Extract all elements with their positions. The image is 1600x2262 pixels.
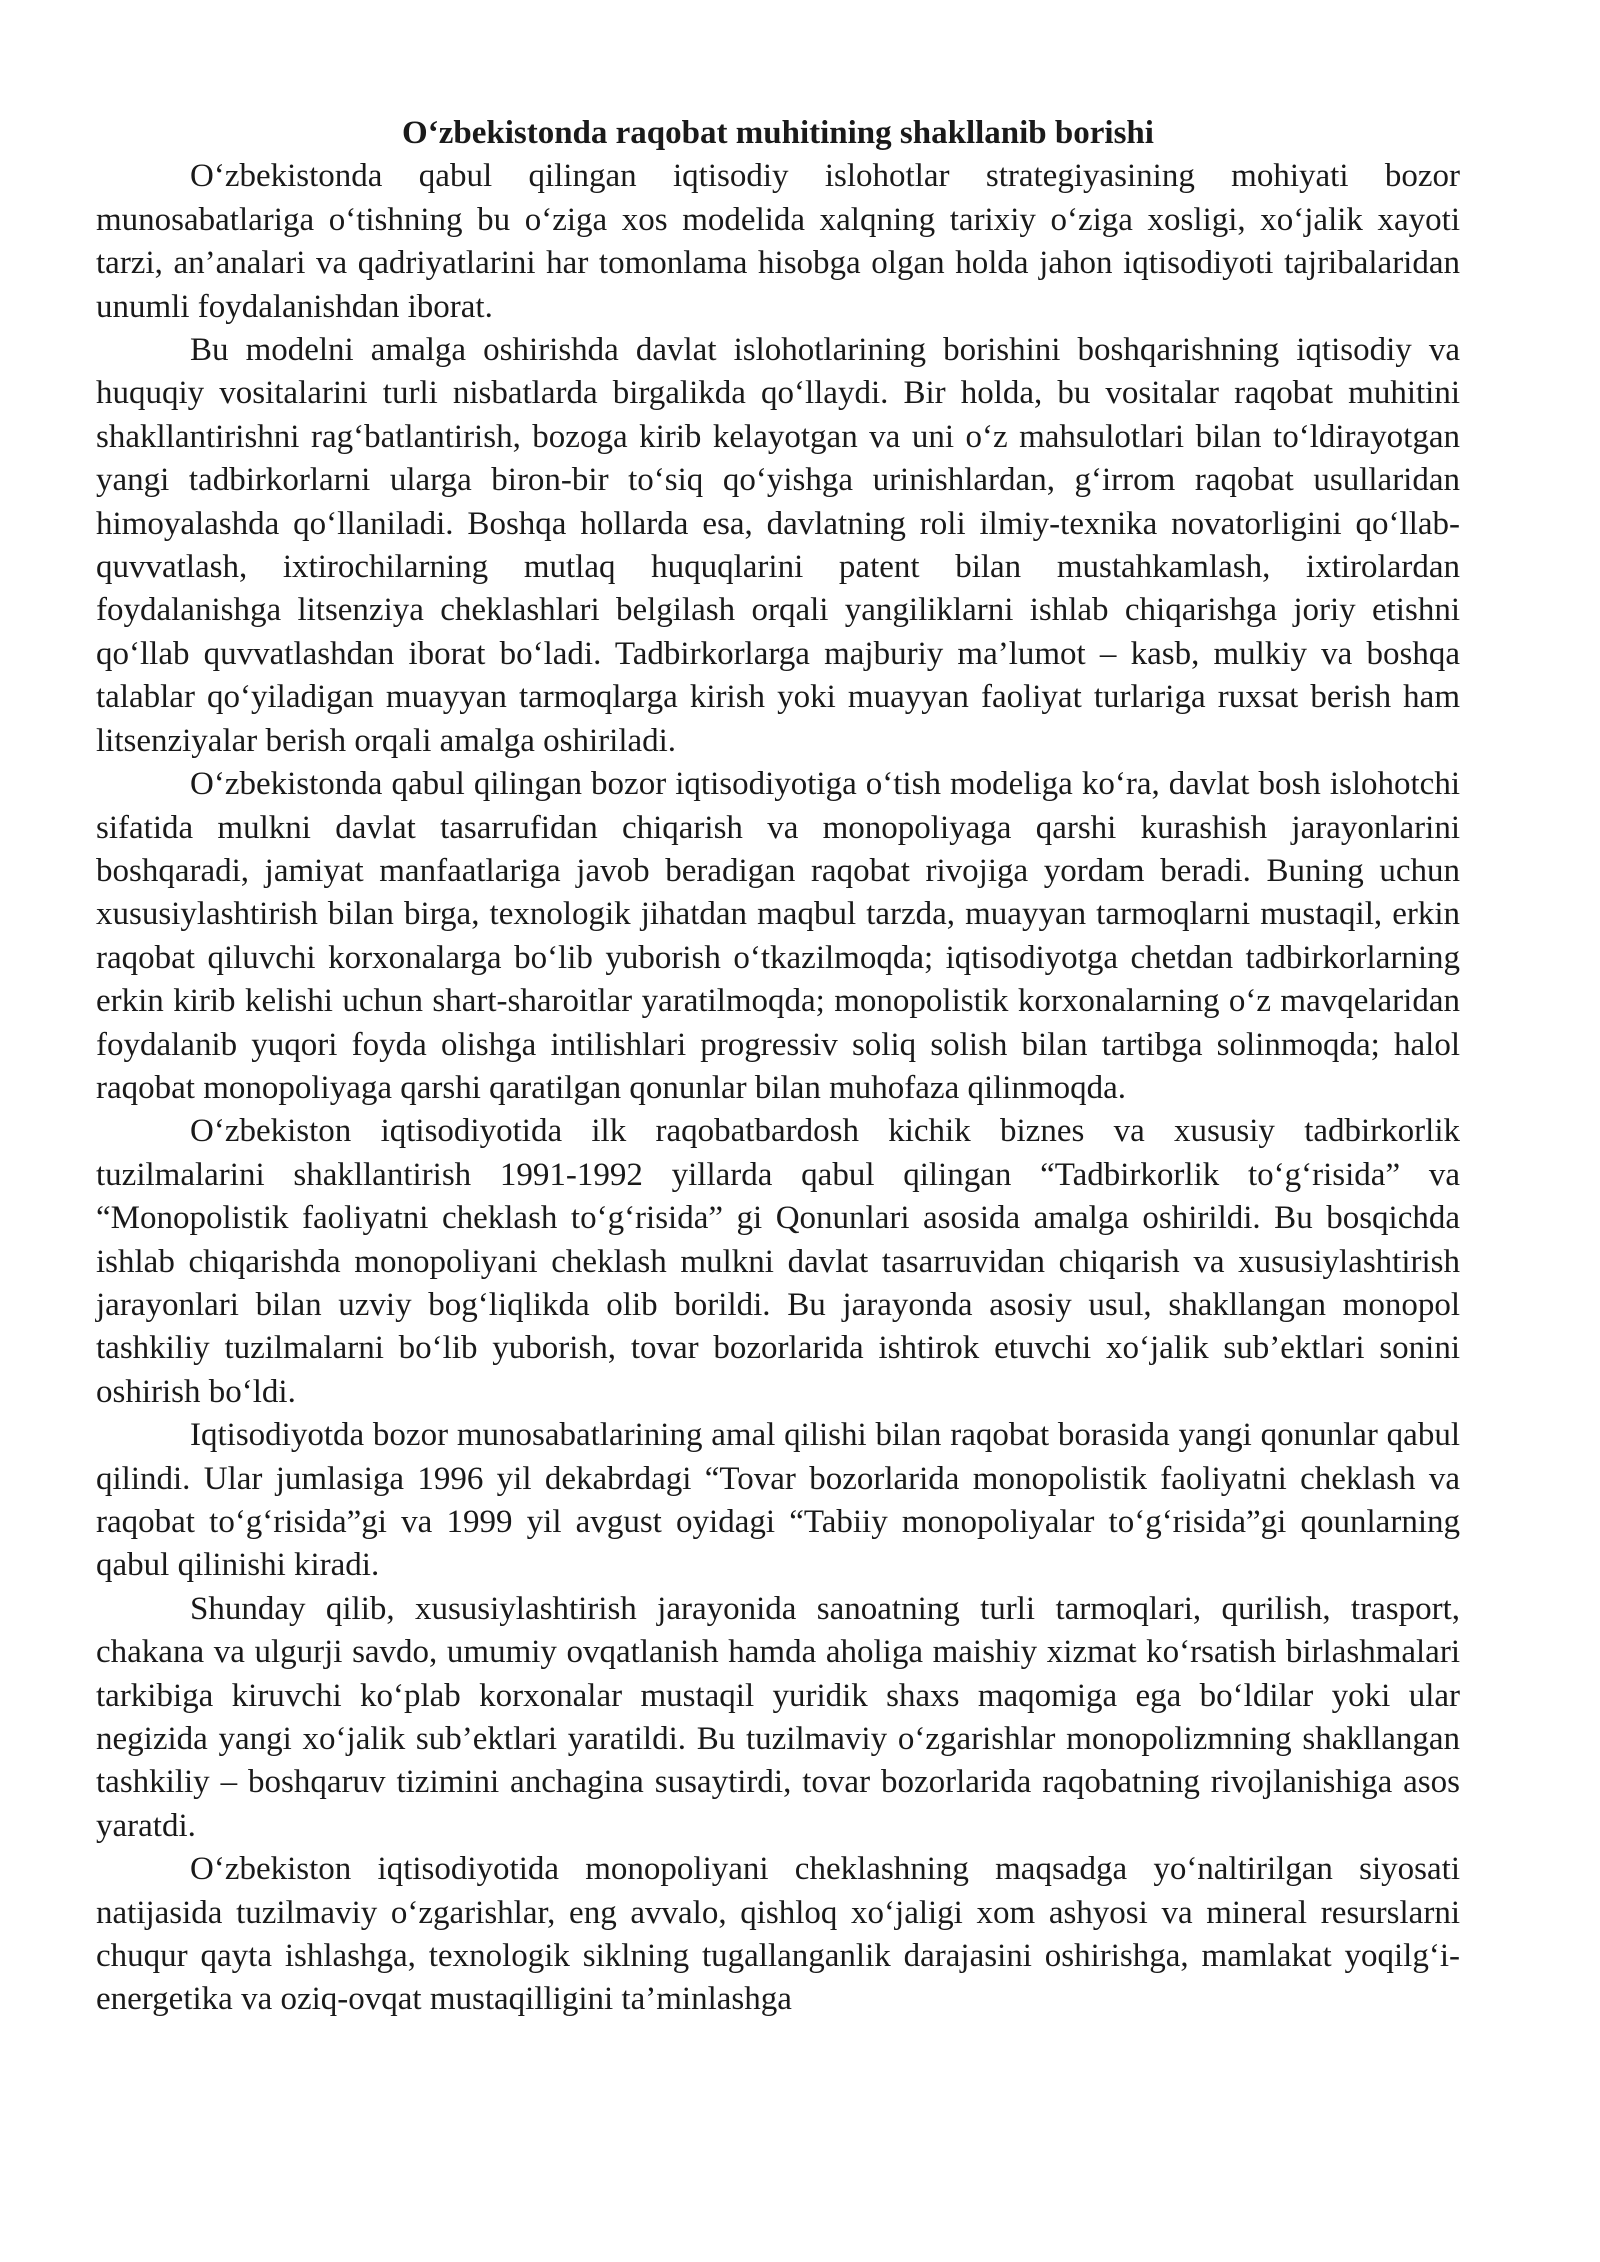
document-title: O‘zbekistonda raqobat muhitining shakllanib borishi <box>402 115 1154 151</box>
paragraph-2: Bu modelni amalga oshirishda davlat islohotlarining borishini boshqarishning iqtisodiy va huquqiy vositalarini turli nisbatlarda birgalikda qo‘llaydi. Bir holda, bu vositalar raqobat muhitini shakllantirishni rag‘batlantirish, bozoga kirib kelayotgan va uni o‘z mahsulotlari bilan to‘ldirayotgan yangi tadbirkorlarni ularga biron-bir to‘siq qo‘yishga urinishlardan, g‘irrom raqobat usullaridan himoyalashda qo‘llaniladi. Boshqa hollarda esa, davlatning roli ilmiy-texnika novatorligini qo‘llab-quvvatlash, ixtirochilarning mutlaq huquqlarini patent bilan mustahkamlash, ixtirolardan foydalanishga litsenziya cheklashlari belgilash orqali yangiliklarni ishlab chiqarishga joriy etishni qo‘llab quvvatlashdan iborat bo‘ladi. Tadbirkorlarga majburiy ma’lumot – kasb, mulkiy va boshqa talablar qo‘yiladigan muayyan tarmoqlarga kirish yoki muayyan faoliyat turlariga ruxsat berish ham litsenziyalar berish orqali amalga oshiriladi. <box>96 332 1460 759</box>
document-body <box>96 112 1460 2022</box>
paragraph-6: Shunday qilib, xususiylashtirish jarayonida sanoatning turli tarmoqlari, qurilish, trasport, chakana va ulgurji savdo, umumiy ovqatlanish hamda aholiga maishiy xizmat ko‘rsatish birlashmalari tarkibiga kiruvchi ko‘plab korxonalar mustaqil yuridik shaxs maqomiga ega bo‘ldilar yoki ular negizida yangi xo‘jalik sub’ektlari yaratildi. Bu tuzilmaviy o‘zgarishlar monopolizmning shakllangan tashkiliy – boshqaruv tizimini anchagina susaytirdi, tovar bozorlarida raqobatning rivojlanishiga asos yaratdi. <box>96 1590 1460 1844</box>
paragraph-5: Iqtisodiyotda bozor munosabatlarining amal qilishi bilan raqobat borasida yangi qonunlar qabul qilindi. Ular jumlasiga 1996 yil dekabrdagi “Tovar bozorlarida monopolistik faoliyatni cheklash va raqobat to‘g‘risida”gi va 1999 yil avgust oyidagi “Tabiiy monopoliyalar to‘g‘risida”gi qounlarning qabul qilinishi kiradi. <box>96 1417 1460 1584</box>
paragraph-7: O‘zbekiston iqtisodiyotida monopoliyani cheklashning maqsadga yo‘naltirilgan siyosati natijasida tuzilmaviy o‘zgarishlar, eng avvalo, qishloq xo‘jaligi xom ashyosi va mineral resurslarni chuqur qayta ishlashga, texnologik siklning tugallanganlik darajasini oshirishga, mamlakat yoqilg‘i-energetika va oziq-ovqat mustaqilligini ta’minlashga <box>96 1851 1460 2018</box>
paragraph-4: O‘zbekiston iqtisodiyotida ilk raqobatbardosh kichik biznes va xususiy tadbirkorlik tuzilmalarini shakllantirish 1991-1992 yillarda qabul qilingan “Tadbirkorlik to‘g‘risida” va “Monopolistik faoliyatni cheklash to‘g‘risida” gi Qonunlari asosida amalga oshirildi. Bu bosqichda ishlab chiqarishda monopoliyani cheklash mulkni davlat tasarruvidan chiqarish va xususiylashtirish jarayonlari bilan uzviy bog‘liqlikda olib borildi. Bu jarayonda asosiy usul, shakllangan monopol tashkiliy tuzilmalarni bo‘lib yuborish, tovar bozorlarida ishtirok etuvchi xo‘jalik sub’ektlari sonini oshirish bo‘ldi. <box>96 1113 1460 1410</box>
paragraph-3: O‘zbekistonda qabul qilingan bozor iqtisodiyotiga o‘tish modeliga ko‘ra, davlat bosh islohotchi sifatida mulkni davlat tasarrufidan chiqarish va monopoliyaga qarshi kurashish jarayonlarini boshqaradi, jamiyat manfaatlariga javob beradigan raqobat rivojiga yordam beradi. Buning uchun xususiylashtirish bilan birga, texnologik jihatdan maqbul tarzda, muayyan tarmoqlarni mustaqil, erkin raqobat qiluvchi korxonalarga bo‘lib yuborish o‘tkazilmoqda; iqtisodiyotga chetdan tadbirkorlarning erkin kirib kelishi uchun shart-sharoitlar yaratilmoqda; monopolistik korxonalarning o‘z mavqelaridan foydalanib yuqori foyda olishga intilishlari progressiv soliq solish bilan tartibga solinmoqda; halol raqobat monopoliyaga qarshi qaratilgan qonunlar bilan muhofaza qilinmoqda. <box>96 766 1460 1106</box>
paragraph-1: O‘zbekistonda qabul qilingan iqtisodiy islohotlar strategiyasining mohiyati bozor munosabatlariga o‘tishning bu o‘ziga xos modelida xalqning tarixiy o‘ziga xosligi, xo‘jalik xayoti tarzi, an’analari va qadriyatlarini har tomonlama hisobga olgan holda jahon iqtisodiyoti tajribalaridan unumli foydalanishdan iborat. <box>96 158 1460 325</box>
